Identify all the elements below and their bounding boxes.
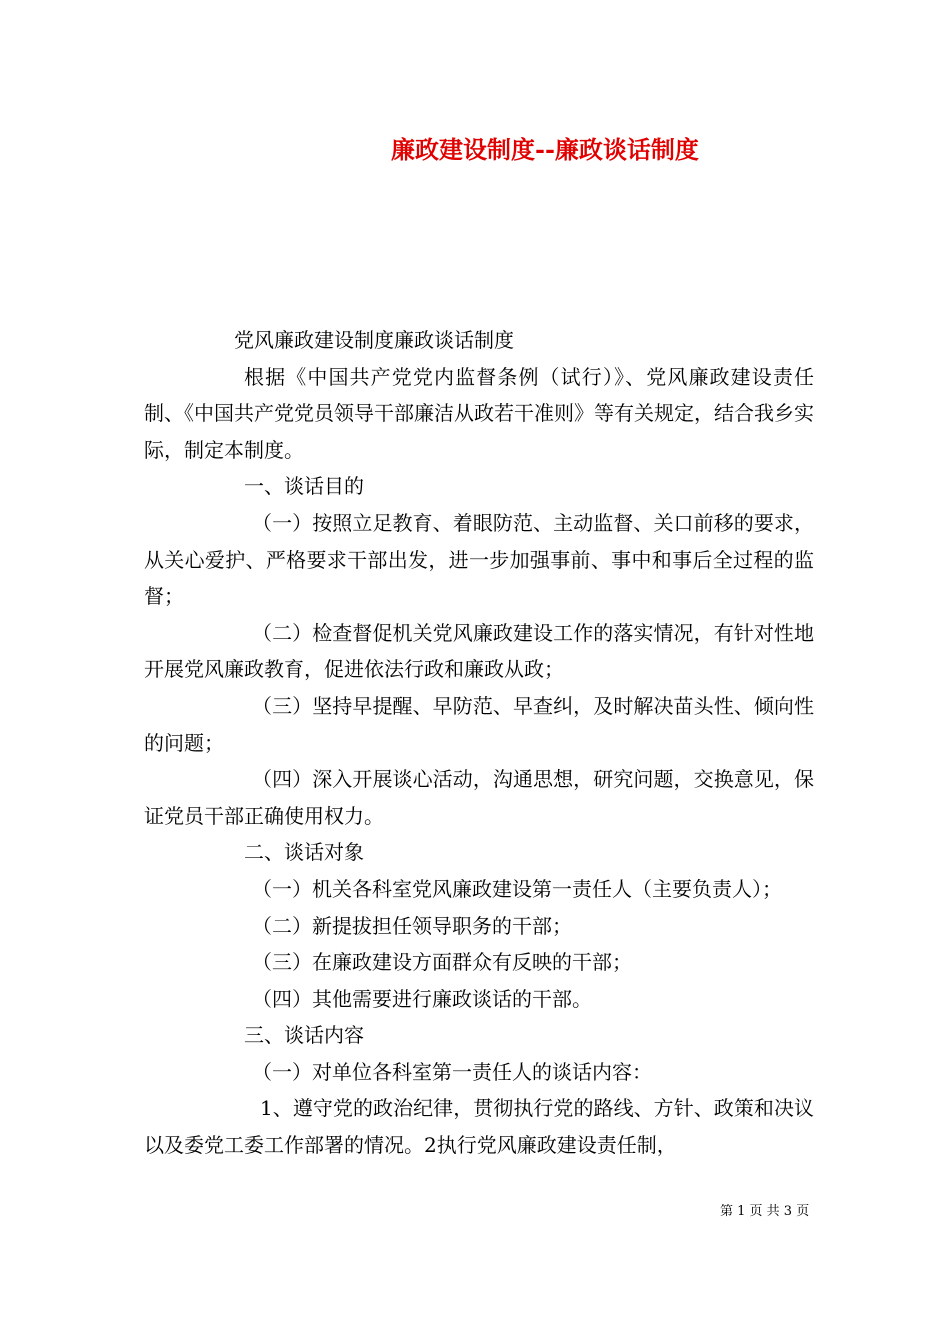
body-paragraph: （一）机关各科室党风廉政建设第一责任人（主要负责人）； (252, 876, 782, 901)
body-paragraph: （三）坚持早提醒、早防范、早查纠，及时解决苗头性、倾向性的问题； (144, 693, 814, 755)
body-paragraph: （二）检查督促机关党风廉政建设工作的落实情况，有针对性地开展党风廉政教育，促进依法行政和廉政从政； (144, 620, 814, 682)
body-paragraph: （二）新提拔担任领导职务的干部； (252, 913, 572, 938)
body-paragraph: （一）对单位各科室第一责任人的谈话内容： (252, 1059, 652, 1084)
body-paragraph: （三）在廉政建设方面群众有反映的干部； (252, 950, 632, 975)
section-heading: 三、谈话内容 (244, 1023, 364, 1048)
document-body (144, 322, 814, 1164)
body-paragraph: 根据《中国共产党党内监督条例（试行）》、党风廉政建设责任制、《中国共产党党员领导干部廉洁从政若干准则》等有关规定，结合我乡实际，制定本制度。 (144, 364, 814, 462)
body-paragraph: 1、遵守党的政治纪律，贯彻执行党的路线、方针、政策和决议以及委党工委工作部署的情况。2执行党风廉政建设责任制， (144, 1096, 814, 1158)
page-number: 第 1 页 共 3 页 (720, 1204, 810, 1219)
section-heading: 二、谈话对象 (244, 840, 364, 865)
section-heading: 一、谈话目的 (244, 474, 364, 499)
document-title: 廉政建设制度--廉政谈话制度 (391, 135, 699, 164)
body-paragraph: （一）按照立足教育、着眼防范、主动监督、关口前移的要求，从关心爱护、严格要求干部出发，进一步加强事前、事中和事后全过程的监督； (144, 510, 814, 609)
body-paragraph: （四）其他需要进行廉政谈话的干部。 (252, 986, 592, 1011)
subtitle-paragraph: 党风廉政建设制度廉政谈话制度 (234, 328, 514, 352)
body-paragraph: （四）深入开展谈心活动，沟通思想，研究问题，交换意见，保证党员干部正确使用权力。 (144, 767, 814, 828)
